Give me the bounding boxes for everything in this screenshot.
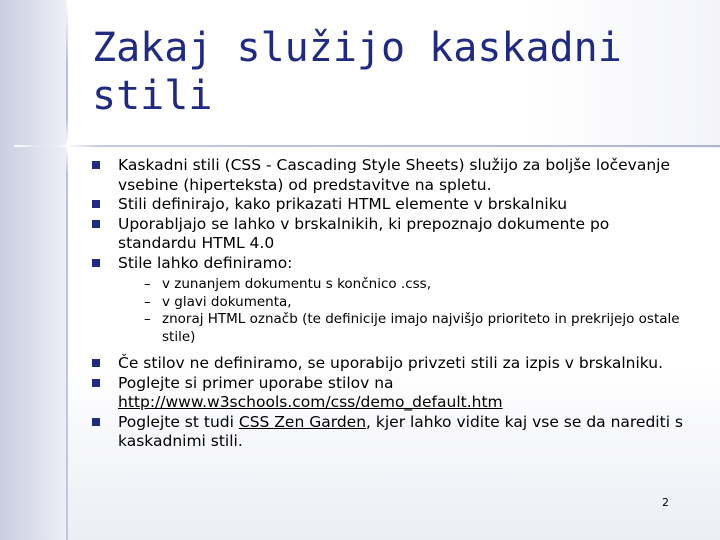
sub-item-text: v glavi dokumenta, [162, 293, 292, 310]
dash-bullet-icon: – [144, 311, 151, 327]
left-gradient-band [0, 0, 68, 540]
square-bullet-icon [92, 418, 100, 426]
css-zen-garden-link[interactable]: CSS Zen Garden [238, 412, 367, 431]
bullet-item [92, 254, 692, 274]
bullet-text: Če stilov ne definiramo, se uporabijo privzeti stili za izpis v brskalniku. [118, 354, 664, 372]
bullet-text: , kjer lahko vidite kaj vse se da narediti s kaskadnimi stili. [118, 412, 684, 450]
sub-item-text: v zunanjem dokumentu s končnico .css, [162, 276, 431, 292]
bullet-item [92, 354, 692, 374]
sub-list [92, 276, 692, 346]
bullet-item [92, 215, 692, 254]
horizontal-rule [14, 145, 720, 147]
square-bullet-icon [92, 379, 100, 387]
bullet-item [92, 413, 692, 452]
dash-bullet-icon: – [144, 293, 151, 310]
dash-bullet-icon: – [144, 276, 151, 292]
bullet-item [92, 195, 692, 215]
square-bullet-icon [92, 161, 100, 169]
sub-list-item [144, 311, 692, 346]
bullet-text: Stile lahko definiramo: [118, 253, 293, 272]
sparkle-vertical [66, 118, 68, 174]
bullet-item [92, 374, 692, 413]
sub-list-item [144, 276, 692, 294]
bullet-text: Poglejte si primer uporabe stilov na [118, 373, 394, 392]
slide-title: Zakaj služijo kaskadni stili [92, 25, 622, 119]
slide-content [92, 156, 692, 452]
bullet-text: Kaskadni stili (CSS - Cascading Style Sheets) služijo za boljše ločevanje vsebine (hiperteksta) od predstavitve na spletu. [118, 156, 671, 194]
bullet-text: Poglejte st tudi [118, 412, 234, 431]
square-bullet-icon [92, 200, 100, 208]
sub-list-item [144, 294, 692, 312]
vertical-rule [66, 0, 68, 540]
bullet-item [92, 156, 692, 195]
bullet-text: Stili definirajo, kako prikazati HTML elemente v brskalniku [118, 195, 568, 213]
square-bullet-icon [92, 220, 100, 228]
square-bullet-icon [92, 359, 100, 367]
page-number: 2 [662, 496, 669, 509]
bullet-text: Uporabljajo se lahko v brskalnikih, ki prepoznajo dokumente po standardu HTML 4.0 [118, 214, 610, 252]
w3schools-link[interactable]: http://www.w3schools.com/css/demo_default.htm [118, 393, 503, 411]
square-bullet-icon [92, 259, 100, 267]
sub-item-text: znoraj HTML označb (te definicije imajo najvišjo prioriteto in prekrijejo ostale stile) [162, 311, 680, 345]
